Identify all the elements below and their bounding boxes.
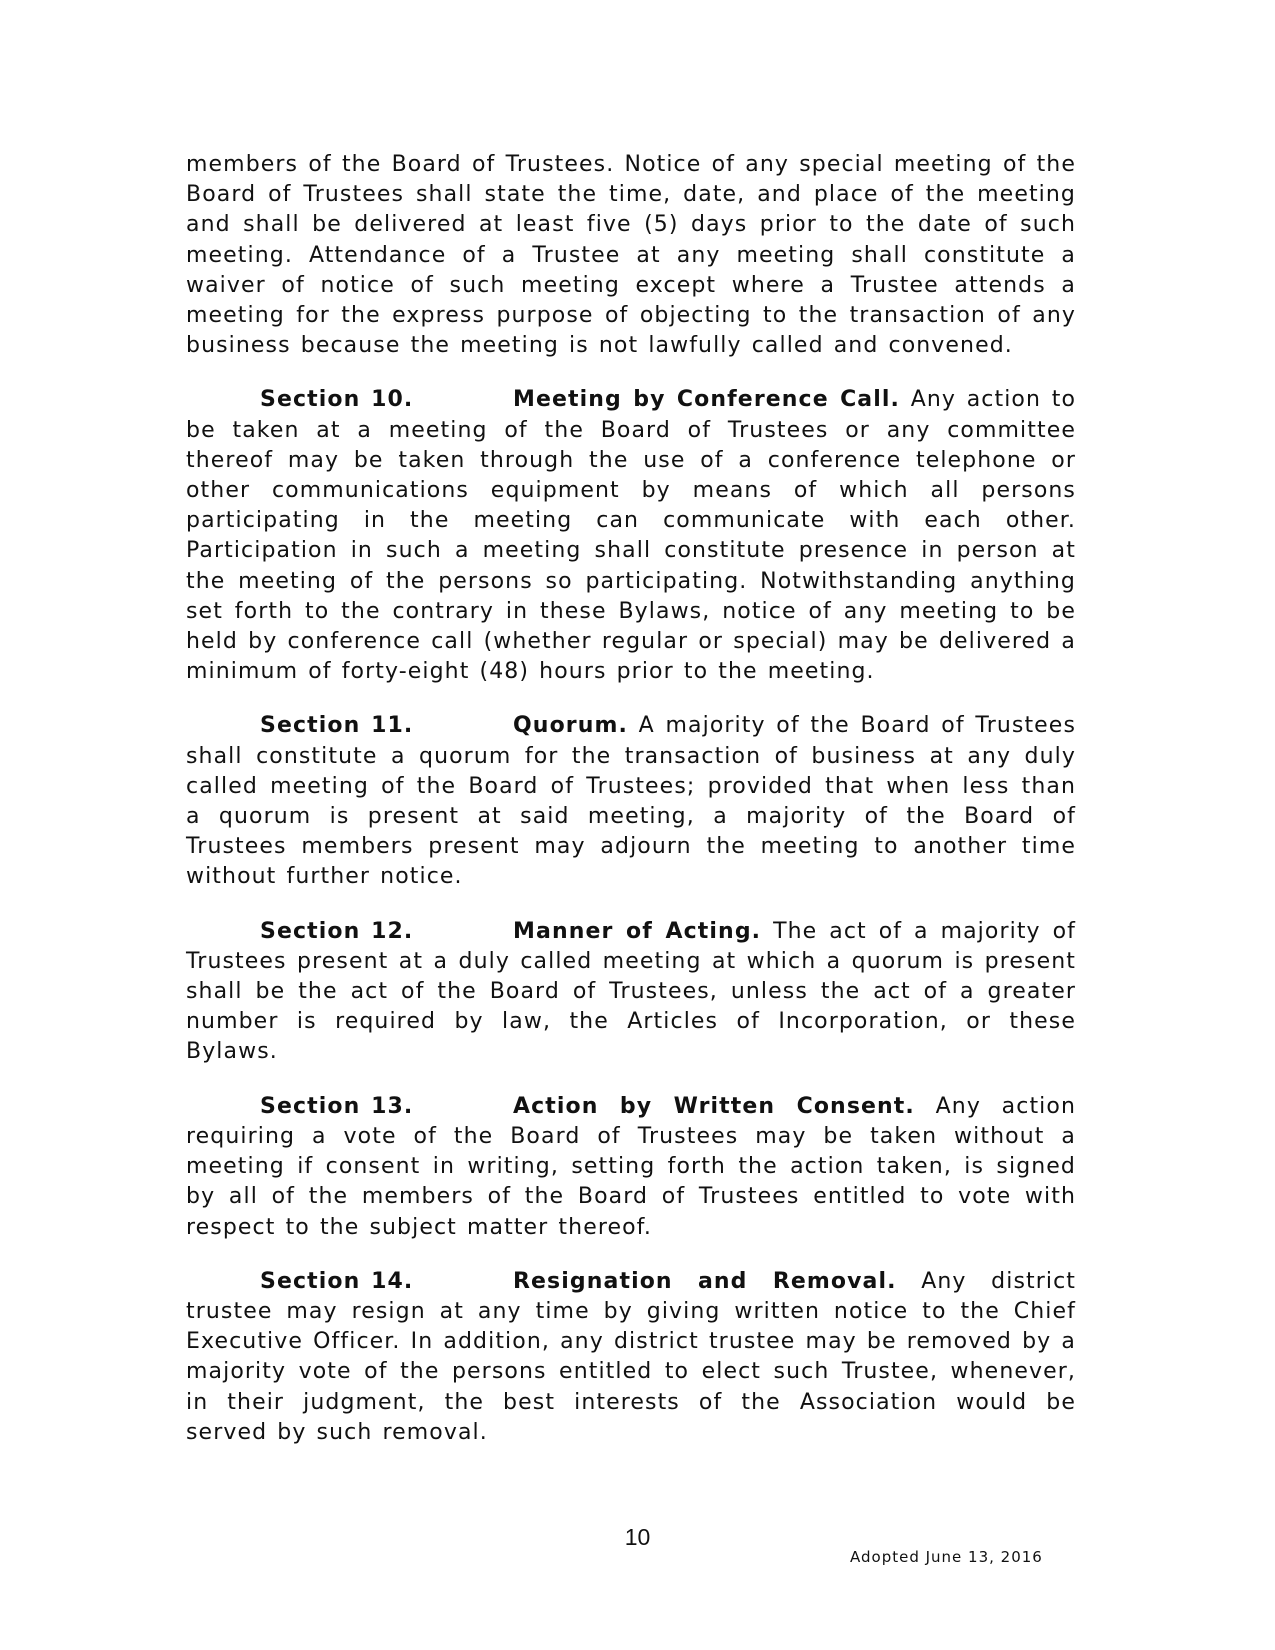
section-12-number: Section 12. bbox=[260, 918, 414, 944]
section-10-number: Section 10. bbox=[260, 387, 414, 413]
section-11-number: Section 11. bbox=[260, 713, 414, 739]
section-14-text: Any district trustee may resign at any time by giving written notice to the Chief Executive Officer. In addition, any district trustee may be removed by a majority vote of the persons entitled to elect such Trustee, whenever, in their judgment, the best interests of the Association would be served by such removal. bbox=[186, 1268, 1077, 1445]
section-10-paragraph bbox=[186, 385, 1076, 687]
page-number: 10 bbox=[624, 1524, 651, 1550]
section-14-number: Section 14. bbox=[260, 1268, 414, 1294]
section-10-title: Meeting by Conference Call. bbox=[513, 387, 900, 413]
section-12-title: Manner of Acting. bbox=[513, 918, 762, 944]
section-12-paragraph bbox=[186, 917, 1076, 1068]
section-10-text: Any action to be taken at a meeting of the Board of Trustees or any committee thereof may be taken through the use of a conference telephone or other communications equipment by means of which all persons participating in the meeting can communicate with each other. Participation in such a meeting shall constitute presence in person at the meeting of the persons so participating. Notwithstanding anything set forth to the contrary in these Bylaws, notice of any meeting to be held by conference call (whether regular or special) may be delivered a minimum of forty-eight (48) hours prior to the meeting. bbox=[186, 387, 1076, 685]
section-13-text: Any action requiring a vote of the Board of Trustees may be taken without a meeting if consent in writing, setting forth the action taken, is signed by all of the members of the Board of Trustees entitled to vote with respect to the subject matter thereof. bbox=[186, 1093, 1076, 1240]
section-14-paragraph bbox=[186, 1267, 1076, 1448]
section-13-title: Action by Written Consent. bbox=[513, 1093, 915, 1119]
section-12-text: The act of a majority of Trustees present at a duly called meeting at which a quorum is present shall be the act of the Board of Trustees, unless the act of a greater number is required by law, the Articles of Incorporation, or these Bylaws. bbox=[186, 918, 1077, 1065]
section-11-paragraph bbox=[186, 711, 1076, 892]
intro-paragraph: members of the Board of Trustees. Notice of any special meeting of the Board of Trustees shall state the time, date, and place of the meeting and shall be delivered at least five (5) days prior to the date of such meeting. Attendance of a Trustee at any meeting shall constitute a waiver of notice of such meeting except where a Trustee attends a meeting for the express purpose of objecting to the transaction of any business because the meeting is not lawfully called and convened. bbox=[186, 152, 1076, 359]
section-11-title: Quorum. bbox=[513, 713, 628, 739]
section-13-number: Section 13. bbox=[260, 1093, 414, 1119]
adopted-date-note: Adopted June 13, 2016 bbox=[850, 1548, 1043, 1566]
section-14-title: Resignation and Removal. bbox=[513, 1268, 897, 1294]
section-13-paragraph bbox=[186, 1092, 1076, 1243]
section-11-text: A majority of the Board of Trustees shall constitute a quorum for the transaction of business at any duly called meeting of the Board of Trustees; provided that when less than a quorum is present at said meeting, a majority of the Board of Trustees members present may adjourn the meeting to another time without further notice. bbox=[186, 713, 1077, 890]
document-body bbox=[186, 150, 1076, 1448]
